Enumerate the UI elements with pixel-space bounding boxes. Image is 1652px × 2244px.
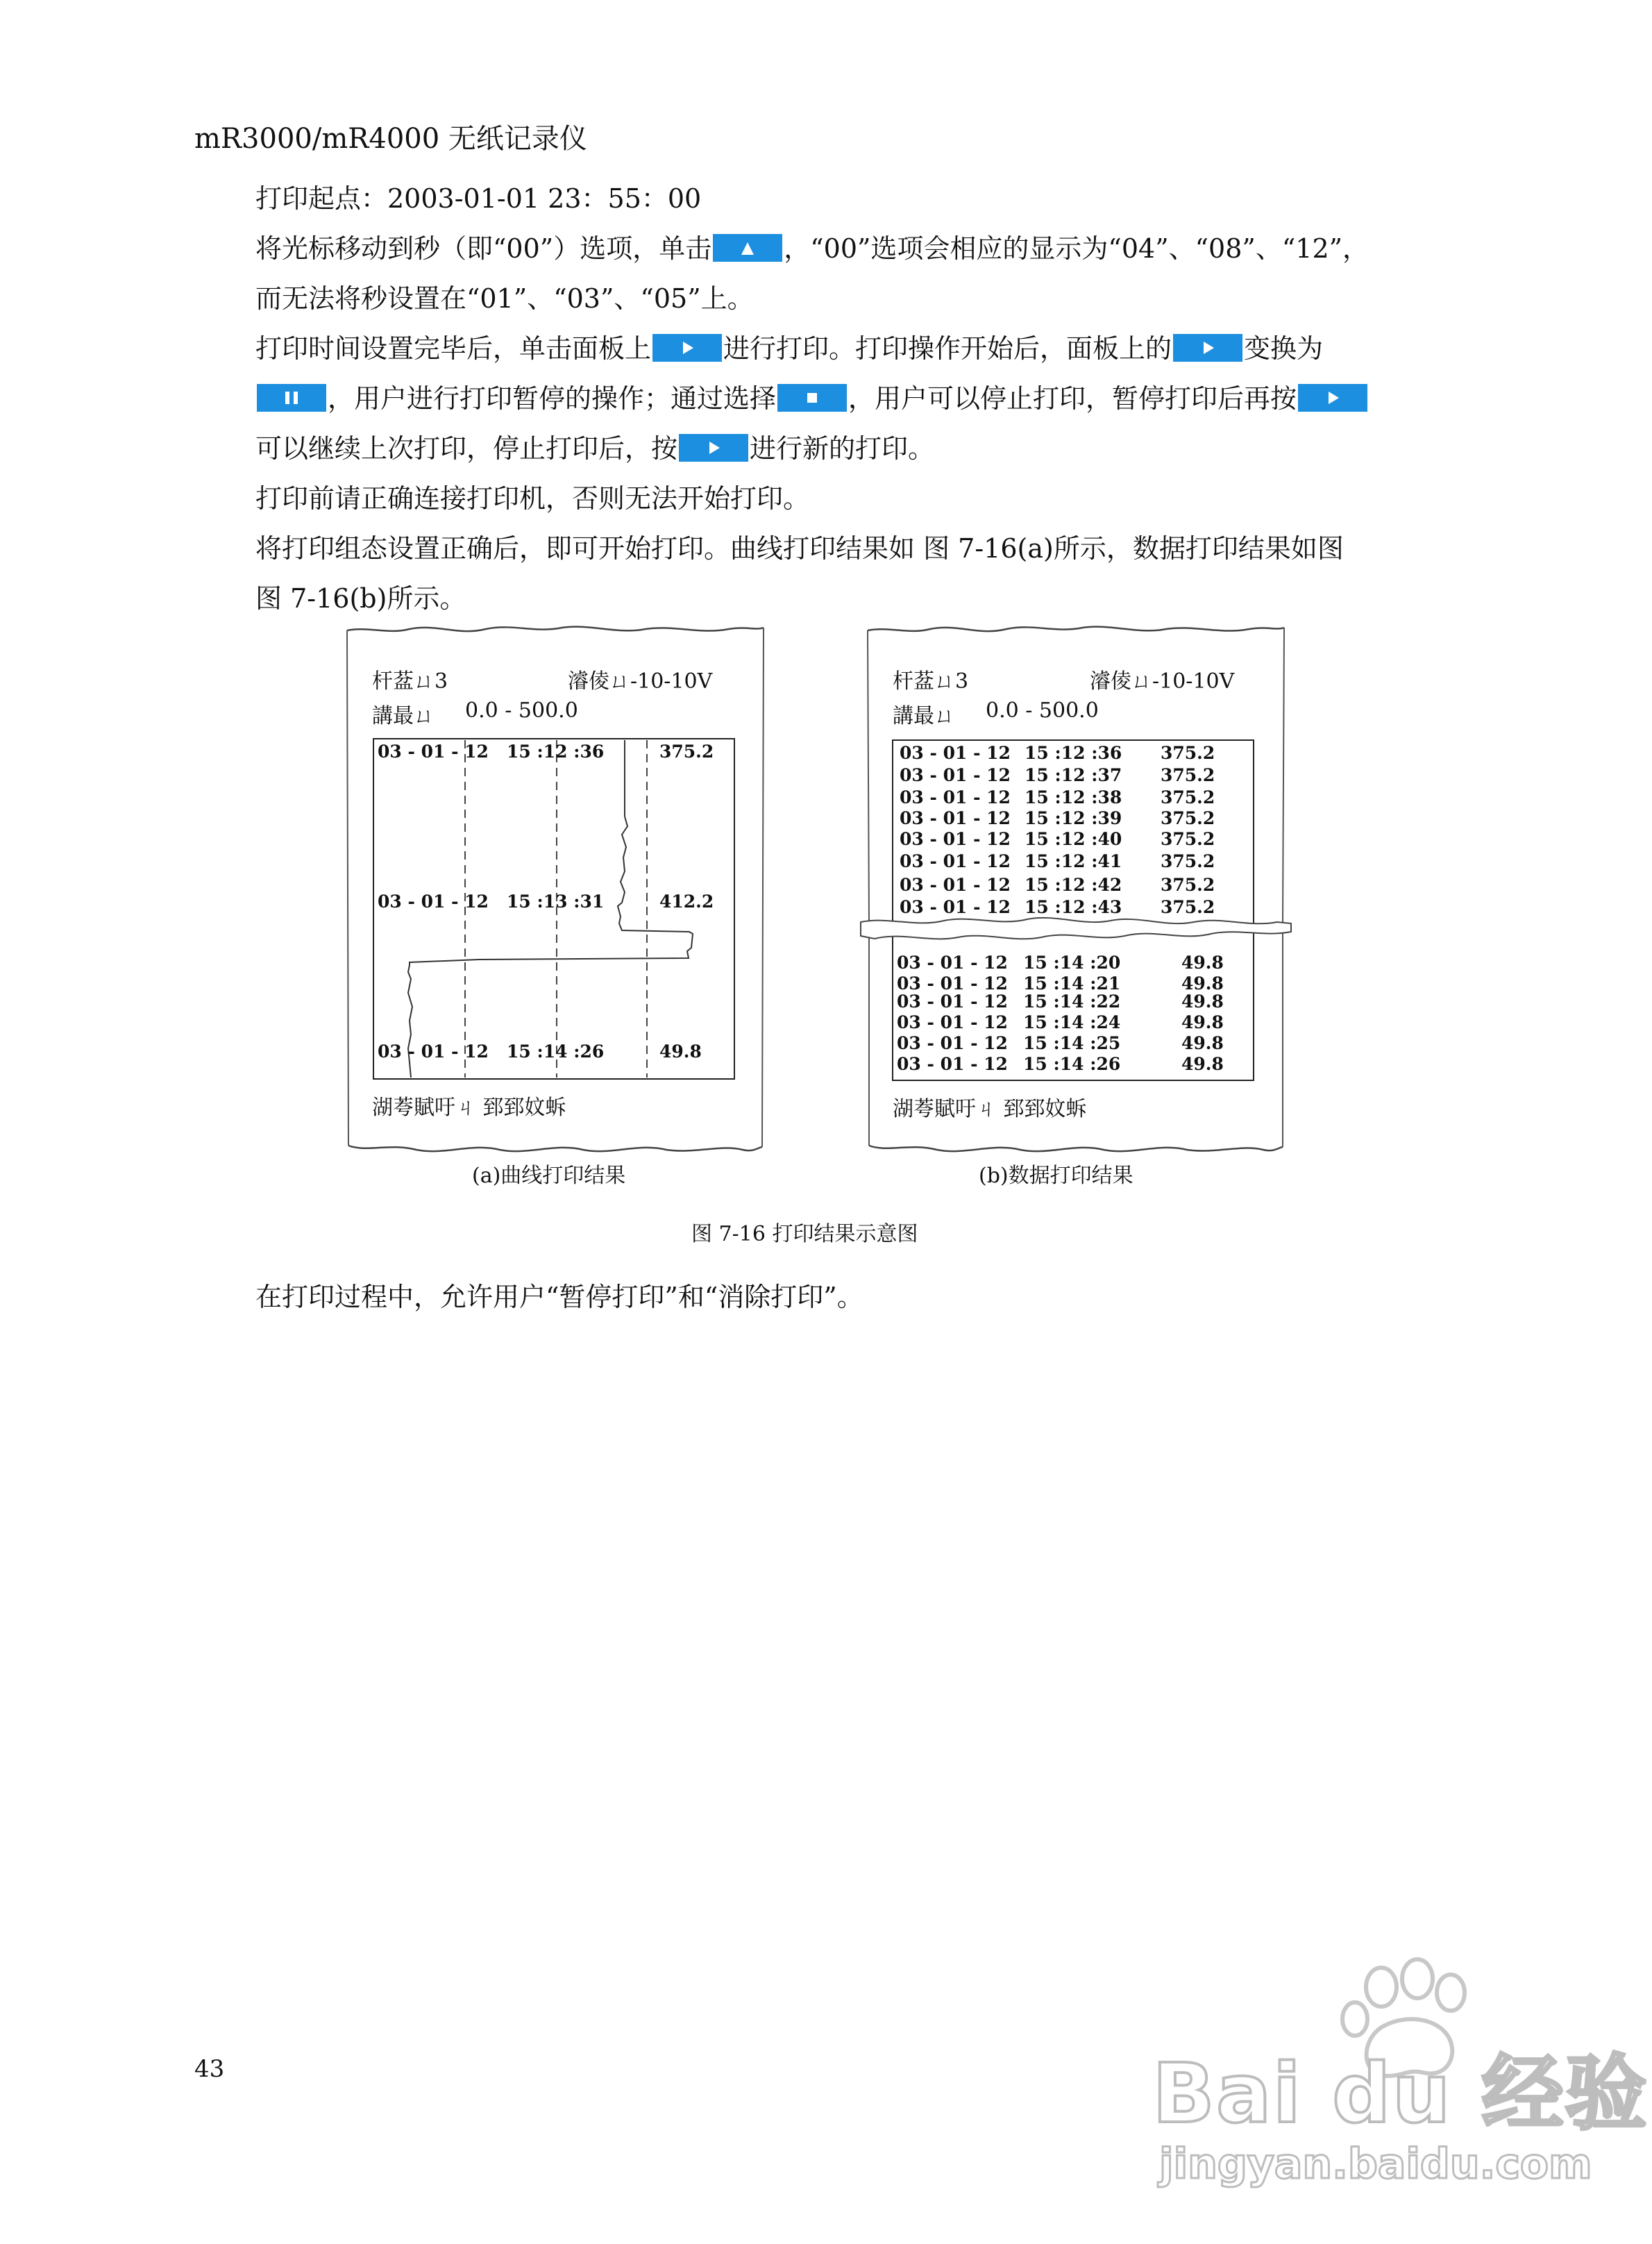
channel-label: 杆葐ㄩ3 (372, 669, 448, 694)
print-start-line: 打印起点：2003-01-01 23：55：00 (255, 183, 702, 214)
baidu-jingyan-watermark (1152, 1937, 1649, 2201)
data-row-time: 15 :14 :20 (1023, 953, 1121, 973)
data-print-slip (861, 618, 1291, 1166)
watermark-brand: Bai du 经验 (1152, 2045, 1649, 2141)
slip-footer: 湖荂賦吁ㄐ 郅郅妏蚸 (372, 1096, 566, 1120)
paragraph-line-5 (255, 374, 1369, 424)
range-label: 講最ㄩ (893, 704, 955, 728)
text-segment: 将光标移动到秒（即“00”）选项，单击 (255, 233, 712, 264)
range-label: 講最ㄩ (372, 704, 435, 728)
data-row-value: 375.2 (1161, 829, 1215, 849)
pause-icon (257, 384, 326, 412)
data-row-date: 03 - 01 - 12 (900, 829, 1011, 849)
data-row-value: 375.2 (1161, 875, 1215, 895)
data-row-time: 15 :14 :26 (1023, 1054, 1121, 1074)
curve-value: 375.2 (659, 742, 714, 762)
data-row-date: 03 - 01 - 12 (900, 897, 1011, 917)
data-row-date: 03 - 01 - 12 (897, 973, 1008, 994)
data-row-value: 375.2 (1161, 808, 1215, 828)
paragraph-line-4 (255, 324, 1323, 374)
paragraph-line-6 (255, 424, 934, 474)
channel-label: 杆葐ㄩ3 (893, 669, 969, 694)
data-row-date: 03 - 01 - 12 (897, 1054, 1008, 1074)
slip-footer: 湖荂賦吁ㄐ 郅郅妏蚸 (893, 1097, 1087, 1121)
curve-time: 15 :12 :36 (507, 742, 605, 762)
data-row-time: 15 :14 :22 (1023, 991, 1121, 1012)
data-row-value: 49.8 (1181, 1054, 1224, 1074)
data-row-time: 15 :12 :43 (1025, 897, 1122, 917)
data-row-time: 15 :12 :37 (1025, 765, 1122, 785)
data-row-time: 15 :12 :38 (1025, 787, 1122, 807)
text-segment: 进行新的打印。 (750, 433, 935, 464)
page-number: 43 (194, 2055, 225, 2083)
data-row-value: 375.2 (1161, 851, 1215, 871)
data-row-time: 15 :12 :36 (1025, 743, 1122, 763)
document-header: mR3000/mR4000 无纸记录仪 (194, 123, 587, 155)
caption-a: (a)曲线打印结果 (472, 1164, 626, 1188)
range-value: 0.0 - 500.0 (986, 698, 1099, 723)
data-row-date: 03 - 01 - 12 (900, 808, 1011, 828)
data-row-date: 03 - 01 - 12 (897, 1033, 1008, 1053)
text-segment: 可以继续上次打印，停止打印后，按 (255, 433, 678, 464)
data-row-value: 375.2 (1161, 897, 1215, 917)
data-row-time: 15 :12 :39 (1025, 808, 1122, 828)
caption-b: (b)数据打印结果 (979, 1164, 1133, 1188)
stop-icon (777, 384, 847, 412)
data-row-date: 03 - 01 - 12 (900, 743, 1011, 763)
data-row-time: 15 :14 :21 (1023, 973, 1121, 994)
signal-type-label: 濬倰ㄩ-10-10V (568, 669, 713, 694)
data-row-value: 49.8 (1181, 991, 1224, 1012)
curve-time: 15 :13 :31 (507, 891, 605, 912)
paragraph-line-8: 将打印组态设置正确后，即可开始打印。曲线打印结果如 图 7-16(a)所示，数据打印结果如图 (255, 533, 1344, 564)
data-row-value: 49.8 (1181, 953, 1224, 973)
range-value: 0.0 - 500.0 (465, 698, 578, 723)
watermark-url: jingyan.baidu.com (1159, 2140, 1592, 2188)
play-icon (1173, 334, 1242, 362)
data-row-date: 03 - 01 - 12 (897, 953, 1008, 973)
text-segment: ，“00”选项会相应的显示为“04”、“08”、“12”， (784, 233, 1369, 264)
data-row-time: 15 :12 :40 (1025, 829, 1122, 849)
data-row-date: 03 - 01 - 12 (900, 787, 1011, 807)
curve-date: 03 - 01 - 12 (378, 1041, 489, 1062)
paragraph-line-9: 图 7-16(b)所示。 (255, 583, 466, 614)
data-row-time: 15 :12 :42 (1025, 875, 1122, 895)
data-row-date: 03 - 01 - 12 (900, 851, 1011, 871)
data-row-time: 15 :14 :25 (1023, 1033, 1121, 1053)
paragraph-line-7: 打印前请正确连接打印机，否则无法开始打印。 (255, 483, 810, 514)
data-row-date: 03 - 01 - 12 (897, 1012, 1008, 1032)
data-row-date: 03 - 01 - 12 (900, 765, 1011, 785)
text-segment: ，用户可以停止打印，暂停打印后再按 (848, 383, 1297, 414)
data-row-date: 03 - 01 - 12 (900, 875, 1011, 895)
play-icon (652, 334, 722, 362)
signal-type-label: 濬倰ㄩ-10-10V (1090, 669, 1235, 694)
curve-date: 03 - 01 - 12 (378, 891, 489, 912)
data-row-value: 375.2 (1161, 743, 1215, 763)
up-arrow-icon (713, 234, 782, 262)
data-row-time: 15 :12 :41 (1025, 851, 1122, 871)
data-row-date: 03 - 01 - 12 (897, 991, 1008, 1012)
data-row-value: 375.2 (1161, 787, 1215, 807)
text-segment: 打印时间设置完毕后，单击面板上 (255, 333, 652, 364)
curve-value: 412.2 (659, 891, 714, 912)
figure-caption: 图 7-16 打印结果示意图 (691, 1222, 918, 1246)
text-segment: 变换为 (1244, 333, 1324, 364)
play-icon (679, 434, 748, 462)
paragraph-line-3: 而无法将秒设置在“01”、“03”、“05”上。 (255, 283, 754, 314)
data-row-time: 15 :14 :24 (1023, 1012, 1121, 1032)
data-row-value: 49.8 (1181, 1012, 1224, 1032)
text-segment: 进行打印。打印操作开始后，面板上的 (723, 333, 1172, 364)
paragraph-line-2 (255, 224, 1369, 274)
curve-value: 49.8 (659, 1041, 702, 1062)
play-icon (1298, 384, 1367, 412)
curve-print-slip (340, 618, 770, 1166)
data-row-value: 49.8 (1181, 1033, 1224, 1053)
closing-paragraph: 在打印过程中，允许用户“暂停打印”和“消除打印”。 (255, 1282, 863, 1312)
text-segment: ，用户进行打印暂停的操作；通过选择 (328, 383, 777, 414)
curve-time: 15 :14 :26 (507, 1041, 605, 1062)
data-row-value: 49.8 (1181, 973, 1224, 994)
data-row-value: 375.2 (1161, 765, 1215, 785)
curve-date: 03 - 01 - 12 (378, 742, 489, 762)
